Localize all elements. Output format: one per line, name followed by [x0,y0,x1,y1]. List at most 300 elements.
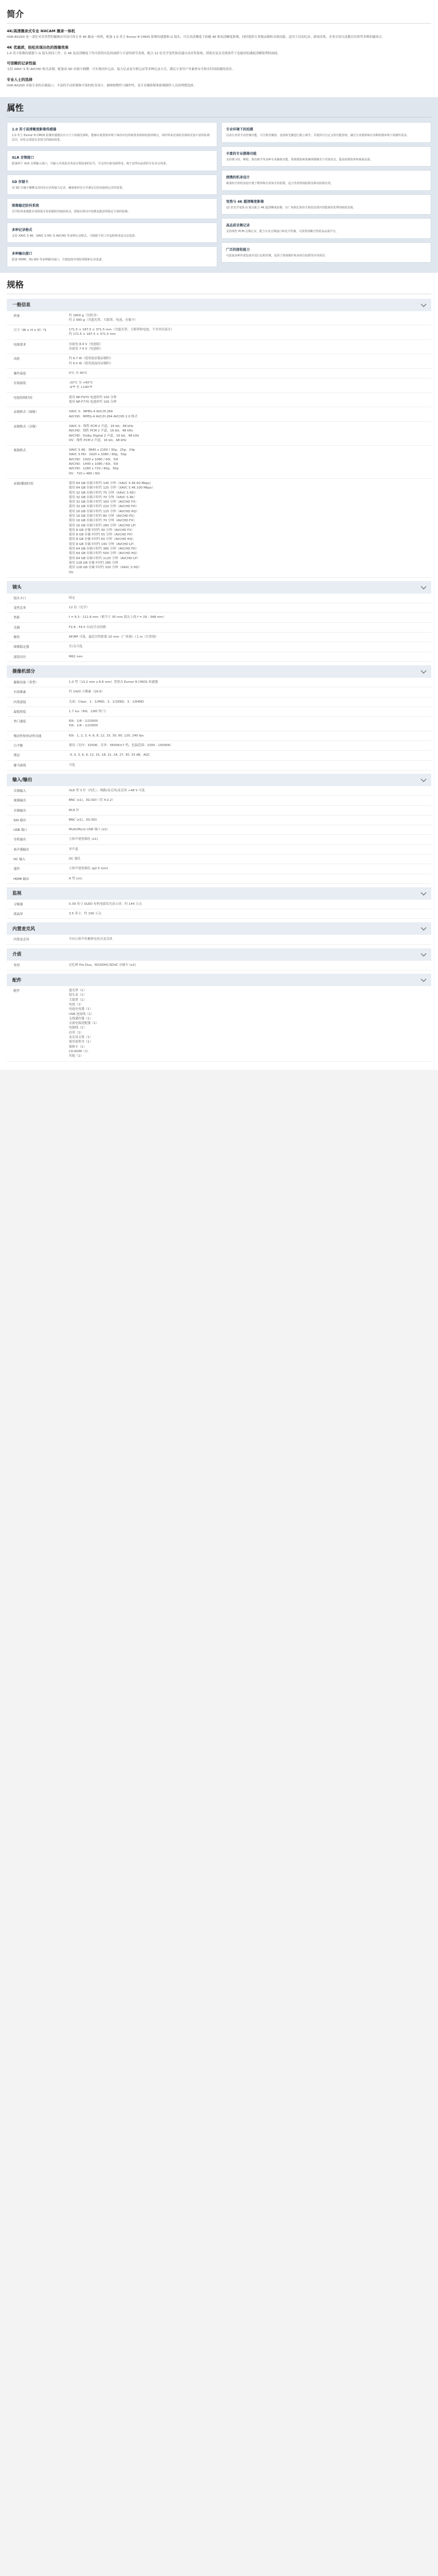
spec-value-line: 立体声迷你插孔 (φ2.5 mm) [69,867,108,871]
spec-value [69,680,431,685]
spec-value-line: RCA 针 [69,808,80,812]
spec-value-line: 直流电 7.4 V（电池组） [69,347,103,351]
intro-block-heading: 4K/高清摄录式专业 NXCAM 摄录一体机 [7,29,75,33]
spec-label: 液晶屏 [14,913,23,917]
spec-value [69,605,431,610]
spec-value-line: XAVC S HD：1920 x 1080 / 60p，50p [69,453,127,457]
feature-card-text: 双 SD 存储卡插槽支持同步记录和接力记录，确保素材安全并满足长时间连续记录的需要。 [12,186,125,190]
spec-value-line: 使用 16 GB 存储卡时约 80 分钟（AVCHD PS） [69,515,137,518]
spec-label: 增益 [14,754,20,758]
spec-value-line: 约 6.7 W（使用取景器录制时） [69,357,113,361]
spec-category-title: 监视 [12,891,21,896]
intro-section [0,0,438,97]
spec-value-line: 镜头盖（1） [69,993,86,997]
spec-value [69,644,431,649]
spec-value [69,690,431,694]
spec-value-line: 麦克风支架（1） [69,1036,93,1040]
feature-card [7,150,217,171]
feature-card [7,223,217,243]
spec-row [7,393,431,408]
spec-value-line: DC 插孔 [69,857,81,861]
spec-row [7,311,431,326]
spec-row [7,687,431,697]
spec-row [7,900,431,909]
spec-value [69,912,431,916]
feature-card-text: 1.0 英寸 Exmor R CMOS 影像传感器具有大尺寸的感光面积，能够在低照度环境下保持出色的画质表现和较低的噪点，同时带来更浅的景深和更加丰富的影调层次，轻松呈现富有表现力的画面效果。 [12,134,210,142]
spec-row [7,874,431,884]
spec-value [69,481,431,575]
spec-value-line: 电池充电器（1） [69,1008,93,1012]
spec-value-line: 约 1800 g（仅机身） [69,313,99,317]
spec-category-header[interactable] [7,665,431,678]
spec-value-line: XAVC S：线性 PCM 2 声道，16 bit，48 kHz [69,424,134,428]
spec-label: 录制/播放时间 [14,482,33,486]
spec-category [7,665,431,770]
feature-card-title: 1.0 英寸高清晰度影像传感器 [12,128,56,132]
spec-category-title: 内置麦克风 [12,926,35,931]
chevron-down-icon[interactable] [421,583,427,589]
spec-value-line: XAVC S：MPEG-4 AVC/H.264 [69,410,113,414]
spec-row [7,961,431,970]
spec-value-line: 直流电 8.4 V（电池组） [69,342,103,346]
spec-row [7,986,431,1061]
spec-value [69,371,431,376]
spec-value-line: 使用 64 GB 存储卡时约 145 分钟（XAVC S 4K 60 Mbps） [69,481,153,485]
spec-row [7,935,431,944]
spec-value [69,719,431,729]
spec-label: 快门速度 [14,720,27,724]
spec-category [7,774,431,884]
spec-value-line: 60i：1/8 - 1/10000 [69,720,98,723]
spec-value-line: DV：720 x 480 / 60i [69,472,100,476]
spec-label: 最低照度 [14,710,27,714]
feature-card-title: 多种输出接口 [12,252,33,256]
spec-row [7,378,431,393]
spec-label: 有效像素 [14,691,27,695]
spec-value-line: 单声道 [69,847,78,851]
spec-row [7,806,431,816]
spec-label: 电源要求 [14,343,27,347]
spec-value [69,635,431,639]
feature-card-text: 支持斑马纹、峰值、肤色细节等多种专业辅助功能，帮助摄影师准确掌握曝光与对焦状态，提高拍摄效率和画面品质。 [226,158,373,162]
spec-value-line: AVCHD：1440 x 1080 / 60i，50i [69,463,119,467]
spec-category [7,581,431,662]
spec-value [69,709,431,714]
spec-row [7,731,431,741]
spec-row [7,816,431,825]
spec-value-line: 大眼罩（1） [69,998,86,1002]
spec-value [69,847,431,852]
feature-card [221,146,432,167]
spec-value [69,818,431,822]
spec-category-title: 镜头 [12,585,21,590]
spec-value-line: 使用 NP-F970 电池时约 150 分钟 [69,395,117,399]
spec-value-line: DV：线性 PCM 2 声道，16 bit，48 kHz [69,438,126,442]
spec-label: 滤镜直径 [14,655,27,659]
spec-value-line: Multi/Micro USB 端口 (x1) [69,828,108,832]
spec-value-line: 使用 32 GB 存储卡时约 75 分钟（XAVC S HD） [69,491,138,495]
features-section [0,97,438,273]
spec-row [7,796,431,805]
feature-card [221,170,432,191]
spec-value-line: 3.5 英寸，约 156 万点 [69,912,102,916]
spec-row [7,717,431,731]
spec-row [7,603,431,613]
spec-row [7,786,431,796]
intro-block [7,77,431,89]
spec-category-header[interactable] [7,581,431,594]
spec-value-line: 遮光罩（1） [69,989,86,993]
spec-category-header[interactable] [7,887,431,900]
spec-value-line: 使用 8 GB 存储卡时约 140 分钟（AVCHD LP） [69,542,136,546]
spec-category [7,974,431,1061]
spec-value-line: 使用 32 GB 存储卡时约 160 分钟（AVCHD FX） [69,500,138,504]
spec-value-line: 电源线（1） [69,1026,86,1030]
feature-column-right [221,122,432,267]
feature-card-title: 变焦与 4K 超清晰度影像 [226,199,264,204]
chevron-down-icon[interactable] [421,951,427,956]
chevron-down-icon[interactable] [421,668,427,673]
intro-block-text: 1.0 英寸影像传感器与 G 镜头协同工作，在 4K 及高清晰度下均可获得出色的画质与丰富的细节表现，配合 12 倍光学变焦和高速自动对焦系统，即使在复杂光线条件下也能轻松捕捉清晰锐利的画面。 [7,51,281,55]
spec-value [69,409,431,419]
feature-column-left [7,122,217,267]
spec-value-line: 使用 64 GB 存储卡时约 125 分钟（XAVC S 4K 100 Mbps） [69,486,155,490]
spec-label: 视频输出 [14,799,27,803]
spec-value [69,734,431,738]
spec-label: 镜头卡口 [14,596,27,600]
spec-value-line: 使用 128 GB 存储卡时约 280 分钟 [69,561,119,565]
intro-block-heading: 可信赖的记录性能 [7,61,36,66]
spec-row [7,407,431,422]
spec-value [69,356,431,366]
spec-value-line: 开/关可选 [69,645,82,649]
spec-label: 类型 [14,964,20,967]
spec-label: 视频格式 [14,449,27,453]
spec-value-line: AF/MF 可选，最近对焦距离 10 mm（广角端）/ 1 m（长焦端） [69,635,159,639]
spec-row [7,707,431,717]
spec-value-line: 1.0 型（13.2 mm x 8.8 mm）背照式 Exmor R CMOS 传感器 [69,680,158,684]
spec-row [7,369,431,378]
spec-value-line: 无线遥控器（1） [69,1017,93,1021]
spec-value [69,808,431,813]
spec-value-line: 肩带（1） [69,1031,84,1035]
spec-category-header[interactable] [7,948,431,961]
feature-card-title: XLR 音频接口 [12,156,34,160]
spec-label: 扬声器输出 [14,848,29,852]
spec-value-line: 使用 NP-F770 电池时约 100 分钟 [69,400,117,404]
spec-row [7,613,431,622]
spec-value-line: 使用 8 GB 存储卡时约 60 分钟（AVCHD HQ） [69,538,135,542]
spec-row [7,642,431,652]
spec-value-line: 使用 128 GB 存储卡时约 320 分钟（XAVC S HD） [69,566,142,570]
spec-label: 伽马曲线 [14,764,27,768]
feature-card-title: 多种记录格式 [12,228,33,232]
spec-value-line: 使用说明书（1） [69,1040,93,1044]
feature-card-title: 丰富的专业摄像功能 [226,151,257,156]
feature-card-title: 专业环境下的拍摄 [226,128,253,132]
spec-label: 内置滤镜 [14,700,27,704]
feature-card [7,198,217,219]
spec-value-line: 使用 8 GB 存储卡时约 40 分钟（AVCHD FX） [69,528,134,532]
spec-value-line: 0°C 至 40°C [69,371,87,375]
feature-card [221,242,432,263]
intro-block-text: HXR-NX200 具备专业的音频接口、丰富的手动控制和可靠的机身设计，兼顾便携性与操作性，是专业摄影师和影像制作人员的理想选择。 [7,84,197,88]
feature-card-title: 图像稳定防抖系统 [12,204,40,208]
spec-value-line: -4°F 至 +140°F [69,386,93,390]
spec-row [7,633,431,642]
spec-row [7,325,431,340]
feature-card [221,122,432,143]
feature-card-title: SD 存储卡 [12,180,29,184]
spec-value-line: 使用 32 GB 存储卡时约 220 分钟（AVCHD FH） [69,505,139,509]
spec-value [69,763,431,768]
feature-card [221,218,432,239]
spec-value-line: 约 2 090 g（含遮光罩、大眼罩、电池、存储卡） [69,318,138,322]
spec-value-line: 可选 [69,763,76,767]
spec-value-line: 使用 16 GB 存储卡时约 70 分钟（AVCHD FX） [69,519,137,523]
spec-value-line: 12 倍（光学） [69,606,90,610]
spec-label: DC 输入 [14,857,25,861]
spec-label: 白平衡 [14,744,23,748]
spec-row [7,652,431,662]
spec-value [69,381,431,390]
feature-card [221,194,432,215]
spec-value-line: M62 mm [69,655,83,659]
spec-category-title: 一般信息 [12,302,30,307]
spec-row [7,354,431,369]
intro-block [7,45,431,56]
intro-block [7,28,431,40]
spec-value-line: 0.39 英寸 OLED 有机电致发光显示屏，约 144 万点 [69,902,142,906]
feature-card-text: 紧凑轻巧的机身设计便于携带和长时间手持拍摄，适合各类现场拍摄及移动拍摄应用。 [226,182,334,185]
spec-row [7,446,431,479]
chevron-down-icon[interactable] [421,925,427,931]
spec-value-line: 50i：1/6 - 1/10000 [69,724,98,728]
feature-card-title: 广泛的接收能力 [226,247,250,252]
feature-card-title: 便携的机身设计 [226,176,250,180]
chevron-down-icon[interactable] [421,890,427,895]
spec-value-line: XLR 型 3 针（内孔），线路/麦克风/麦克风 +48 V 可选 [69,788,145,792]
spec-row [7,835,431,844]
spec-category-title: 摄像机部分 [12,669,35,674]
spec-value-line: 使用 64 GB 存储卡时约 380 分钟（AVCHD FH） [69,547,139,551]
spec-label: HDMI 输出 [14,877,29,881]
spec-value [69,596,431,600]
spec-value-line: 保修卡（1） [69,1045,86,1049]
spec-label: 内置麦克风 [14,938,29,942]
spec-value-line: 60i：1, 2, 3, 4, 6, 8, 12, 15, 30, 60, 120, 240 fps [69,734,144,738]
spec-value [69,788,431,793]
spec-value-line: 使用 16 GB 存储卡时约 125 分钟（AVCHD HQ） [69,509,139,513]
spec-value [69,798,431,803]
spec-value [69,615,431,620]
spec-value-line: AVCHD：1280 x 720 / 60p，50p [69,467,119,471]
spec-value-line: 交流电源适配器（1） [69,1022,99,1026]
spec-value-line: AVCHD：1920 x 1080 / 60i，50i [69,457,119,461]
spec-label: 质量 [14,314,20,318]
spec-label: 慢动作和快动作功能 [14,734,42,738]
chevron-down-icon[interactable] [421,776,427,782]
spec-value-line: 关闭：Clear，1：1/4ND，2：1/16ND，3：1/64ND [69,700,144,704]
spec-row [7,698,431,707]
spec-row [7,825,431,835]
features-heading: 属性 [7,102,431,117]
spec-label: 光圈 [14,626,20,630]
intro-heading: 简介 [7,8,431,24]
spec-value-line: 全向立体声驻极体电容式麦克风 [69,938,113,942]
spec-label: 尺寸（W × H × D）*1 [14,329,47,333]
spec-value-line: -20°C 至 +60°C [69,381,93,385]
spec-category [7,922,431,944]
spec-category-title: 介质 [12,952,21,957]
spec-category [7,299,431,578]
spec-label: 配件 [14,990,20,993]
spec-value-line: -3, 0, 3, 6, 9, 12, 15, 18, 21, 24, 27, 30, 33 dB，AGC [69,753,150,757]
spec-value [69,857,431,861]
spec-value [69,342,431,352]
feature-card-text: 支持线性 PCM 音频记录，配合专业音频接口和电平控制，可获得清晰自然的高品质声音。 [226,230,339,233]
spec-category-header[interactable] [7,299,431,311]
specs-section [0,273,438,1070]
spec-label: 操作温度 [14,372,27,376]
spec-category-header[interactable] [7,974,431,986]
spec-row [7,422,431,446]
feature-card-text: 具备专业的手动控制功能，可分别对聚焦、变焦和光圈进行独立调节，并提供可自定义的功能按钮，满足专业摄影师在各种拍摄环境下的操作需求。 [226,134,410,137]
spec-row [7,594,431,603]
feature-card-text: 支持 XAVC S 4K、XAVC S HD 及 AVCHD 等多种记录格式，可根据不同工作流程和用途灵活选择。 [12,234,138,238]
spec-category-title: 输入/输出 [12,777,32,783]
feature-card-title: 高品质音频记录 [226,224,250,228]
spec-row [7,479,431,578]
spec-value-line: 使用 64 GB 存储卡时约 500 分钟（AVCHD HQ） [69,552,139,556]
spec-category-title: 配件 [12,977,21,983]
spec-label: 录制格式（音频） [14,425,39,429]
spec-value-line: 电池（1） [69,1002,84,1006]
spec-value-line: CD-ROM（1） [69,1049,90,1053]
intro-block [7,60,431,72]
feature-card-text: 可连接多种外部设备并进行远程控制，适用于现场制作和多机位拍摄等应用场景。 [226,254,328,258]
spec-value-line: 固定 [69,596,76,600]
intro-block-text: HXR-NX200 是一款针对各类型的摄像应用设计的专业 4K 摄录一体机，配备 1.0 英寸 Exmor R CMOS 影像传感器和 G 镜头，可在高清晰度下拍摄 4K 和高清晰度影像，同时提供专业级录制和音频功能。适用于活动纪录、新闻采集、企业宣传以及教育培训等多种拍摄场合。 [7,36,385,39]
spec-value [69,424,431,443]
spec-label: 变焦比率 [14,607,27,611]
spec-label: USB 端口 [14,829,28,832]
spec-row [7,761,431,770]
spec-value [69,877,431,881]
spec-value-line: BNC (x1)，3G-SDI（仅 4:2:2） [69,799,115,803]
spec-value-line: 约 1420 万像素（16:9） [69,690,104,694]
feature-card [7,122,217,147]
spec-value [69,988,431,1058]
spec-row [7,340,431,355]
spec-value [69,448,431,476]
spec-value [69,655,431,659]
spec-label: 耳机输出 [14,838,27,842]
spec-value-line: BNC (x1)，3G-SDI [69,818,97,822]
spec-value-line: A 型 (x1) [69,877,82,881]
spec-value [69,395,431,405]
feature-card [7,246,217,267]
spec-label: 电池持续时间 [14,396,33,400]
spec-label: 寻像器 [14,903,23,906]
spec-value-line: 使用 8 GB 存储卡时约 55 分钟（AVCHD FH） [69,533,135,537]
spec-row [7,678,431,687]
spec-category [7,948,431,970]
spec-value-line: 使用 16 GB 存储卡时约 280 分钟（AVCHD LP） [69,524,138,528]
spec-label: 录制格式（视频） [14,411,39,415]
spec-value [69,625,431,630]
intro-block-heading: 4K 优画质，轻松实现出色的图像效果 [7,45,69,50]
spec-value-line: 约 6.5 W（使用液晶屏录制时） [69,361,113,365]
chevron-down-icon[interactable] [421,977,427,982]
spec-row [7,845,431,855]
spec-label: 图像稳定器 [14,646,29,650]
spec-label: 摄像设备（类型） [14,681,39,685]
spec-value [69,937,431,942]
spec-categories [7,299,431,1062]
spec-value-line: 约 171.5 × 187.5 × 371.5 mm [69,333,116,337]
spec-category-header[interactable] [7,922,431,935]
spec-category-header[interactable] [7,774,431,786]
specs-heading: 规格 [7,278,431,294]
feature-card-text: 配备 HDMI、3G-SDI 等多种输出接口，方便连接外部监视器和记录设备。 [12,258,104,261]
spec-category [7,887,431,919]
spec-value-line: AVCHD：线性 PCM 2 声道，16 bit，48 kHz [69,429,133,433]
spec-value-line: 171.5 × 187.5 × 371.5 mm（含遮光罩、大眼罩和电池，不含突出部分） [69,328,174,332]
spec-label: SDI 输出 [14,818,27,822]
spec-label: 功耗 [14,358,20,361]
spec-value-line: 其他（1） [69,1054,84,1058]
spec-value-line: f = 9.3 - 111.6 mm（相当于 35 mm 镜头上的 f = 29 - 348 mm） [69,616,167,620]
feature-card-text: 配备两个 XLR 音频输入接口，可输入外部麦克风或音频设备的信号，并支持幻象电源供电，便于获得高品质的专业录音效果。 [12,162,169,165]
intro-block-heading: 专业人士的选择 [7,77,33,82]
spec-label: 存放温度 [14,382,27,386]
spec-row [7,741,431,751]
feature-card-text: 12 倍光学变焦 G 镜头配合 4K 超清晰度影像，在广角到长焦的全焦段范围内均能保持优秀的画质表现。 [226,206,356,210]
feature-card-text: 光学防抖系统能有效降低手持拍摄时的画面抖动，即使在移动中拍摄也能获得稳定平滑的影像。 [12,210,131,213]
spec-value [69,753,431,757]
spec-row [7,864,431,874]
spec-value [69,313,431,323]
spec-label: 遥控 [14,868,20,871]
spec-label: 聚焦 [14,636,20,640]
spec-value-line: 使用 32 GB 存储卡时约 70 分钟（XAVC S 4K） [69,495,137,499]
spec-row [7,751,431,760]
spec-row [7,623,431,633]
spec-value-line: F2.8 - F4.5 自动/手动切换 [69,625,106,629]
spec-label: 音频输出 [14,809,27,813]
spec-label: 焦距 [14,616,20,620]
spec-row [7,855,431,864]
spec-value-line: 使用 64 GB 存储卡时约 1120 分钟（AVCHD LP） [69,556,140,560]
spec-value-line: USB 连接线（1） [69,1012,94,1016]
spec-value [69,700,431,704]
spec-value-line: 立体声迷你插孔 (x1) [69,838,98,842]
spec-value-line: AVCHD：Dolby Digital 2 声道，16 bit，48 kHz [69,434,139,438]
intro-block-text: 支持 XAVC S 和 AVCHD 格式录制，配备双 SD 存储卡插槽，可实现同步记录、接力记录及分格记录等多种记录方式，满足专业用户对素材安全和长时间拍摄的需求。 [7,68,235,71]
spec-value-line: XAVC S 4K：3840 x 2160 / 30p，25p，24p [69,448,135,452]
spec-row [7,909,431,919]
spec-value [69,328,431,337]
spec-label: 音频输入 [14,789,27,793]
chevron-down-icon[interactable] [421,301,427,307]
spec-value [69,743,431,748]
spec-value-line: 1.7 lux（60i，1/60 快门） [69,709,108,713]
intro-blocks [7,28,431,88]
feature-card [7,175,217,195]
spec-value-line: DV [69,570,73,574]
spec-value [69,866,431,871]
